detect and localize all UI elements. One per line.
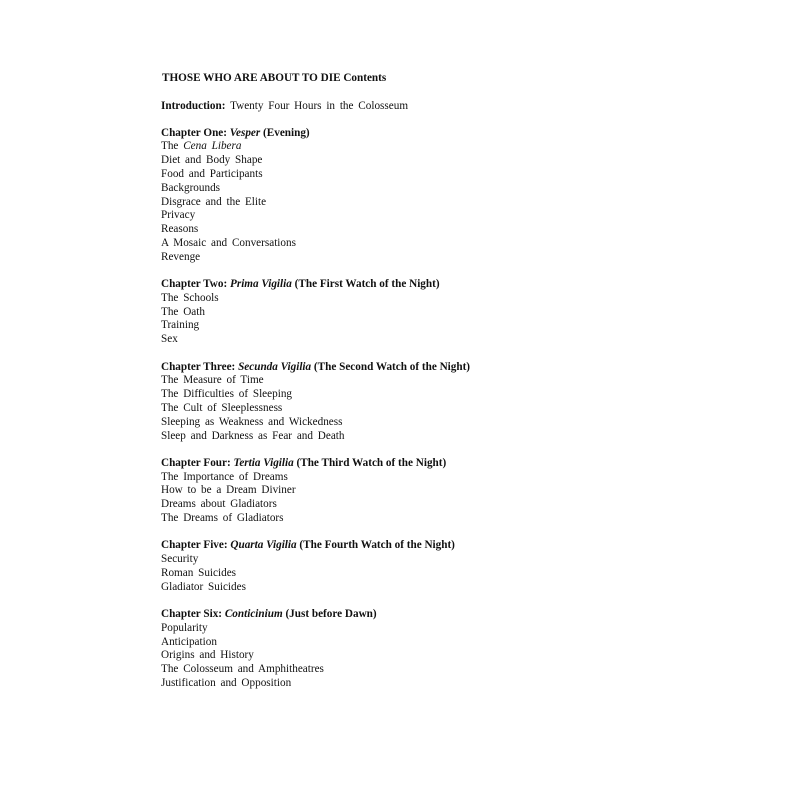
contents-item-text: The Dreams of Gladiators: [161, 512, 284, 525]
contents-item-text: Sleeping as Weakness and Wickedness: [161, 415, 343, 428]
contents-item-text: The Cult of Sleeplessness: [161, 401, 283, 414]
contents-item: [161, 677, 761, 691]
contents-item-text: Backgrounds: [161, 181, 221, 194]
contents-item-text: The Oath: [161, 305, 205, 318]
contents-item: [161, 182, 761, 196]
contents-item: [161, 498, 761, 512]
chapter-number: Chapter Two:: [161, 278, 228, 291]
contents-item-text: Anticipation: [161, 635, 217, 648]
contents-item-text: Gladiator Suicides: [161, 580, 246, 593]
contents-item: [161, 237, 761, 251]
introduction-line: [161, 100, 761, 114]
contents-item-text: The Importance of Dreams: [161, 470, 288, 483]
contents-item: [161, 292, 761, 306]
chapter-english-title: (The First Watch of the Night): [294, 278, 440, 291]
contents-item: [161, 416, 761, 430]
contents-item-text: The Colosseum and Amphitheatres: [161, 663, 324, 676]
contents-page: [161, 72, 761, 704]
introduction-text: Twenty Four Hours in the Colosseum: [230, 99, 409, 112]
chapter-section: [161, 127, 761, 265]
contents-item-text: Food and Participants: [161, 167, 263, 180]
chapter-latin-title: Quarta Vigilia: [230, 539, 297, 552]
chapter-english-title: (Just before Dawn): [285, 608, 377, 620]
contents-item-text: The Measure of Time: [161, 374, 264, 387]
chapter-english-title: (The Second Watch of the Night): [313, 360, 471, 373]
contents-item-text: Revenge: [161, 250, 201, 263]
chapter-latin-title: Prima Vigilia: [230, 278, 292, 291]
chapter-number: Chapter One:: [161, 126, 227, 139]
chapter-number: Chapter Six:: [161, 608, 223, 620]
chapter-latin-title: Secunda Vigilia: [238, 360, 312, 373]
contents-item: [161, 223, 761, 237]
contents-item-text: Sleep and Darkness as Fear and Death: [161, 429, 345, 442]
chapter-heading: [161, 361, 761, 375]
contents-item: [161, 430, 761, 444]
chapter-number: Chapter Four:: [161, 456, 231, 469]
contents-item-text: The Schools: [161, 291, 219, 304]
contents-item-text: The Difficulties of Sleeping: [161, 388, 293, 401]
contents-item: [161, 402, 761, 416]
introduction-label: Introduction:: [161, 99, 226, 112]
contents-item: [161, 636, 761, 650]
contents-item: [161, 374, 761, 388]
contents-item: [161, 251, 761, 265]
contents-item-text: Privacy: [161, 209, 196, 222]
contents-item: [161, 209, 761, 223]
contents-item: [161, 333, 761, 347]
chapter-english-title: (The Third Watch of the Night): [296, 456, 447, 469]
contents-item-text: The: [161, 140, 184, 153]
chapter-section: [161, 361, 761, 444]
contents-item-text: Reasons: [161, 223, 199, 236]
chapter-section: [161, 539, 761, 594]
contents-item: [161, 140, 761, 154]
chapter-section: [161, 457, 761, 526]
chapter-heading: [161, 278, 761, 292]
contents-item-text: Training: [161, 319, 200, 332]
contents-item: [161, 196, 761, 210]
contents-item: [161, 484, 761, 498]
contents-item: [161, 154, 761, 168]
chapter-list: [161, 127, 761, 691]
chapter-section: [161, 608, 761, 691]
contents-item: [161, 471, 761, 485]
contents-item: [161, 512, 761, 526]
contents-item: [161, 581, 761, 595]
contents-item: [161, 388, 761, 402]
contents-item-text: A Mosaic and Conversations: [161, 236, 296, 249]
chapter-heading: [161, 457, 761, 471]
chapter-section: [161, 278, 761, 347]
contents-item: [161, 553, 761, 567]
chapter-latin-title: Tertia Vigilia: [233, 456, 294, 469]
contents-item: [161, 567, 761, 581]
contents-item-text: Roman Suicides: [161, 566, 237, 579]
contents-item: [161, 622, 761, 636]
contents-item-text: Diet and Body Shape: [161, 154, 263, 167]
chapter-heading: [161, 127, 761, 141]
contents-item-text: How to be a Dream Diviner: [161, 484, 296, 497]
contents-item: [161, 168, 761, 182]
chapter-latin-title: Vesper: [229, 126, 261, 139]
contents-item-text: Sex: [161, 333, 178, 346]
chapter-english-title: (Evening): [263, 126, 310, 139]
chapter-english-title: (The Fourth Watch of the Night): [299, 539, 455, 552]
contents-item-text: Popularity: [161, 621, 208, 634]
chapter-heading: [161, 608, 761, 622]
contents-item-text: Origins and History: [161, 649, 254, 662]
contents-item-text: Security: [161, 553, 199, 566]
chapter-number: Chapter Five:: [161, 539, 228, 552]
contents-item-text: Disgrace and the Elite: [161, 195, 267, 208]
contents-item-text: Justification and Opposition: [161, 676, 292, 689]
contents-item: [161, 663, 761, 677]
chapter-heading: [161, 539, 761, 553]
contents-item-text: Dreams about Gladiators: [161, 498, 277, 511]
contents-item: [161, 319, 761, 333]
contents-item: [161, 306, 761, 320]
chapter-number: Chapter Three:: [161, 360, 236, 373]
contents-item: [161, 649, 761, 663]
contents-item-italic: Cena Libera: [183, 140, 242, 153]
chapter-latin-title: Conticinium: [224, 608, 283, 620]
document-title: THOSE WHO ARE ABOUT TO DIE Contents: [162, 72, 387, 84]
